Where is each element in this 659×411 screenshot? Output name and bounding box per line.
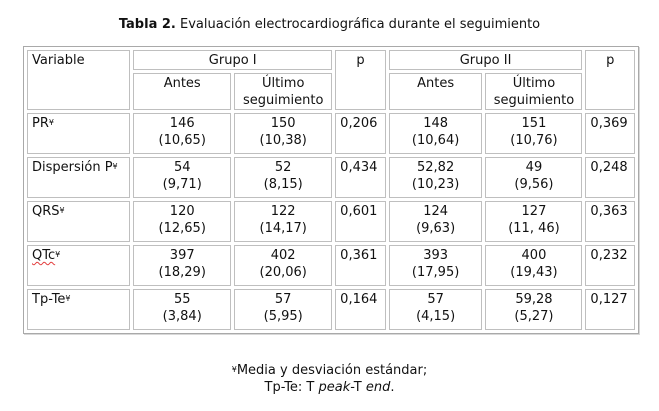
footnote-mark: ¥ (112, 162, 118, 171)
sd-value: (10,76) (510, 133, 558, 148)
cell-g2-antes (389, 201, 483, 242)
mean-value: 393 (423, 248, 449, 263)
row-variable (27, 289, 130, 330)
footnote-line2-end: end (365, 380, 391, 395)
table-caption-text: Evaluación electrocardiográfica durante el seguimiento (180, 17, 541, 32)
sd-value: (20,06) (259, 265, 307, 280)
header-g1-ultimo-line2: seguimiento (242, 93, 324, 108)
sd-value: (4,15) (416, 309, 456, 324)
header-p1 (335, 50, 386, 110)
cell-g2-antes (389, 157, 483, 198)
header-g1-ultimo (234, 73, 332, 110)
sd-value: (5,27) (514, 309, 554, 324)
footnote-line2-suffix: . (390, 380, 395, 395)
cell-g1-ultimo (234, 157, 332, 198)
mean-value: 400 (521, 248, 547, 263)
sd-value: (17,95) (411, 265, 460, 280)
sd-value: (3,84) (162, 309, 202, 324)
sd-value: (9,63) (416, 221, 456, 236)
p-value: 0,206 (340, 116, 378, 131)
mean-value: 151 (521, 116, 547, 131)
cell-g1-ultimo (234, 113, 332, 154)
sd-value: (9,71) (162, 177, 202, 192)
mean-value: 120 (169, 204, 195, 219)
sd-value: (9,56) (514, 177, 554, 192)
mean-value: 146 (169, 116, 195, 131)
cell-p1 (335, 113, 386, 154)
cell-p2 (585, 113, 635, 154)
header-group1 (133, 50, 332, 70)
row-variable (27, 201, 130, 242)
footnote-mark: ¥ (59, 206, 65, 215)
table-row (27, 157, 635, 198)
header-group1-label: Grupo I (208, 53, 257, 68)
cell-g2-antes (389, 245, 483, 286)
row-variable (27, 113, 130, 154)
mean-value: 122 (270, 204, 296, 219)
header-g2-ultimo (485, 73, 582, 110)
sd-value: (18,29) (158, 265, 206, 280)
mean-value: 54 (173, 160, 191, 175)
p-value: 0,232 (590, 248, 628, 263)
cell-p2 (585, 157, 635, 198)
cell-g2-antes (389, 113, 483, 154)
cell-g2-ultimo (485, 113, 582, 154)
sd-value: (11, 46) (508, 221, 560, 236)
mean-value: 127 (521, 204, 547, 219)
cell-g2-ultimo (485, 289, 582, 330)
footnote-mark: ¥ (55, 250, 61, 259)
header-g1-antes (133, 73, 231, 110)
cell-p1 (335, 289, 386, 330)
sd-value: (5,95) (263, 309, 303, 324)
mean-value: 57 (427, 292, 444, 307)
sd-value: (10,23) (411, 177, 460, 192)
p-value: 0,127 (590, 292, 628, 307)
row-variable (27, 245, 130, 286)
header-p1-label: p (356, 53, 365, 68)
header-group2 (389, 50, 583, 70)
header-group2-label: Grupo II (459, 53, 512, 68)
table-caption (0, 17, 659, 32)
cell-g2-ultimo (485, 245, 582, 286)
footnote-mark: ¥ (48, 118, 54, 127)
mean-value: 148 (423, 116, 449, 131)
mean-value: 52 (274, 160, 292, 175)
sd-value: (19,43) (510, 265, 558, 280)
variable-name: Dispersión P (32, 160, 113, 175)
ecg-table (23, 46, 639, 334)
cell-p2 (585, 289, 635, 330)
footnote-line2 (0, 379, 659, 396)
mean-value: 402 (270, 248, 296, 263)
cell-g2-ultimo (485, 201, 582, 242)
table-caption-label: Tabla 2. (118, 17, 176, 32)
cell-p1 (335, 245, 386, 286)
sd-value: (8,15) (263, 177, 303, 192)
cell-p2 (585, 201, 635, 242)
header-g2-ultimo-line1: Último (512, 76, 556, 91)
footnote-line1-text: Media y desviación estándar; (236, 363, 428, 378)
sd-value: (10,64) (411, 133, 460, 148)
mean-value: 57 (274, 292, 292, 307)
table-footnote (0, 362, 659, 396)
p-value: 0,434 (340, 160, 378, 175)
cell-g2-antes (389, 289, 483, 330)
variable-name: QRS (32, 204, 60, 219)
cell-g1-ultimo (234, 289, 332, 330)
p-value: 0,369 (590, 116, 628, 131)
header-variable (27, 50, 130, 110)
mean-value: 397 (169, 248, 195, 263)
cell-g1-antes (133, 157, 231, 198)
cell-g1-antes (133, 289, 231, 330)
header-p2-label: p (606, 53, 615, 68)
table-row (27, 245, 635, 286)
header-g2-antes (389, 73, 483, 110)
footnote-mark: ¥ (231, 365, 237, 374)
p-value: 0,601 (340, 204, 378, 219)
table-row (27, 201, 635, 242)
table-row (27, 113, 635, 154)
sd-value: (14,17) (259, 221, 307, 236)
variable-name: Tp-Te (32, 292, 66, 307)
cell-g2-ultimo (485, 157, 582, 198)
header-row-groups (27, 50, 635, 70)
footnote-mark: ¥ (65, 294, 71, 303)
mean-value: 55 (173, 292, 191, 307)
header-g2-antes-label: Antes (417, 76, 455, 91)
cell-g1-antes (133, 201, 231, 242)
cell-p1 (335, 201, 386, 242)
header-g2-ultimo-line2: seguimiento (493, 93, 575, 108)
footnote-line2-mid: -T (350, 380, 366, 395)
row-variable (27, 157, 130, 198)
p-value: 0,164 (340, 292, 378, 307)
sd-value: (10,65) (158, 133, 206, 148)
mean-value: 124 (423, 204, 449, 219)
mean-value: 150 (270, 116, 296, 131)
cell-g1-antes (133, 245, 231, 286)
cell-p2 (585, 245, 635, 286)
header-variable-label: Variable (32, 53, 85, 68)
sd-value: (12,65) (158, 221, 206, 236)
variable-name: PR (32, 116, 49, 131)
mean-value: 49 (525, 160, 543, 175)
cell-p1 (335, 157, 386, 198)
p-value: 0,248 (590, 160, 628, 175)
header-g1-antes-label: Antes (163, 76, 201, 91)
header-p2 (585, 50, 635, 110)
p-value: 0,361 (340, 248, 378, 263)
mean-value: 52,82 (417, 160, 455, 175)
footnote-line2-prefix: Tp-Te: T (264, 380, 319, 395)
sd-value: (10,38) (259, 133, 307, 148)
cell-g1-ultimo (234, 201, 332, 242)
footnote-line2-peak: peak (318, 380, 351, 395)
cell-g1-ultimo (234, 245, 332, 286)
footnote-line1 (0, 362, 659, 379)
mean-value: 59,28 (515, 292, 553, 307)
table-row (27, 289, 635, 330)
cell-g1-antes (133, 113, 231, 154)
variable-name: QTc (32, 248, 56, 263)
p-value: 0,363 (590, 204, 628, 219)
header-g1-ultimo-line1: Último (261, 76, 305, 91)
